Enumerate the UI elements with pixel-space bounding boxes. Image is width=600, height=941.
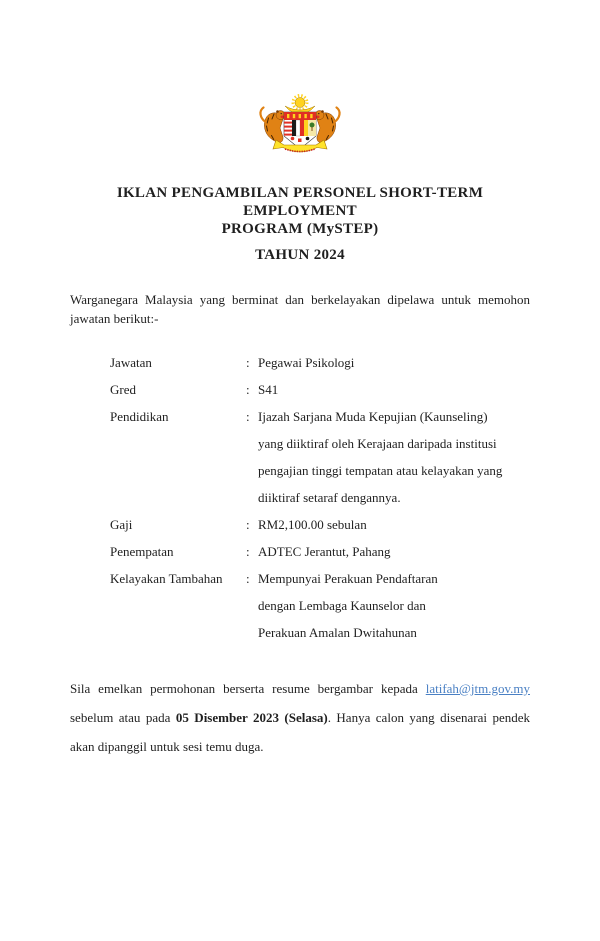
national-emblem-svg [254, 92, 346, 164]
detail-value-line: S41 [258, 382, 279, 397]
page-title [70, 184, 530, 238]
crest-sun [293, 96, 307, 110]
detail-label: Gaji [110, 517, 133, 532]
detail-value-line: ADTEC Jerantut, Pahang [258, 544, 391, 559]
email-link[interactable]: latifah@jtm.gov.my [425, 681, 530, 696]
crest-shield [284, 112, 316, 149]
detail-colon: : [246, 517, 250, 532]
table-row [70, 565, 530, 646]
detail-value-line: Perakuan Amalan Dwitahunan [258, 625, 417, 640]
detail-value-line: yang diiktiraf oleh Kerajaan daripada institusi [258, 436, 497, 451]
detail-value [258, 565, 530, 646]
detail-value [258, 511, 530, 538]
deadline-text: 05 Disember 2023 (Selasa) [175, 710, 328, 725]
detail-value-line: Mempunyai Perakuan Pendaftaran [258, 571, 438, 586]
crest-tiger-right [315, 108, 340, 143]
page-title-line1: IKLAN PENGAMBILAN PERSONEL SHORT-TERM EMPLOYMENT [116, 185, 484, 219]
crest-tiger-left [260, 108, 285, 143]
detail-value [258, 403, 530, 511]
closing-paragraph [70, 674, 530, 761]
intro-paragraph: Warganegara Malaysia yang berminat dan berkelayakan dipelawa untuk memohon jawatan berikut:- [70, 292, 530, 326]
table-row [70, 511, 530, 538]
detail-value-line: RM2,100.00 sebulan [258, 517, 367, 532]
detail-label: Kelayakan Tambahan [110, 571, 223, 586]
detail-value-line: dengan Lembaga Kaunselor dan [258, 598, 426, 613]
detail-value-line: pengajian tinggi tempatan atau kelayakan yang [258, 463, 503, 478]
detail-value [258, 349, 530, 376]
detail-value [258, 376, 530, 403]
detail-label: Penempatan [110, 544, 174, 559]
details-table [70, 349, 530, 646]
closing-text-after-link: sebelum atau pada [70, 710, 176, 725]
closing-text-before-link: Sila emelkan permohonan berserta resume bergambar kepada [70, 681, 426, 696]
detail-colon: : [246, 382, 250, 397]
national-emblem [70, 92, 530, 164]
detail-label: Pendidikan [110, 409, 169, 424]
page-title-line2: PROGRAM (MySTEP) [221, 221, 379, 237]
closing-text-end: . Hanya calon yang disenarai pendek akan dipanggil untuk sesi temu duga. [70, 710, 531, 754]
detail-colon: : [246, 571, 250, 586]
detail-value [258, 538, 530, 565]
table-row [70, 403, 530, 511]
detail-label: Gred [110, 382, 136, 397]
detail-value-line: Pegawai Psikologi [258, 355, 355, 370]
detail-label: Jawatan [110, 355, 152, 370]
table-row [70, 349, 530, 376]
detail-value-line: diiktiraf setaraf dengannya. [258, 490, 401, 505]
table-row [70, 376, 530, 403]
detail-colon: : [246, 409, 250, 424]
detail-colon: : [246, 355, 250, 370]
detail-colon: : [246, 544, 250, 559]
year-title: TAHUN 2024 [255, 247, 345, 263]
document-page [0, 92, 600, 761]
detail-value-line: Ijazah Sarjana Muda Kepujian (Kaunseling) [258, 409, 488, 424]
table-row [70, 538, 530, 565]
